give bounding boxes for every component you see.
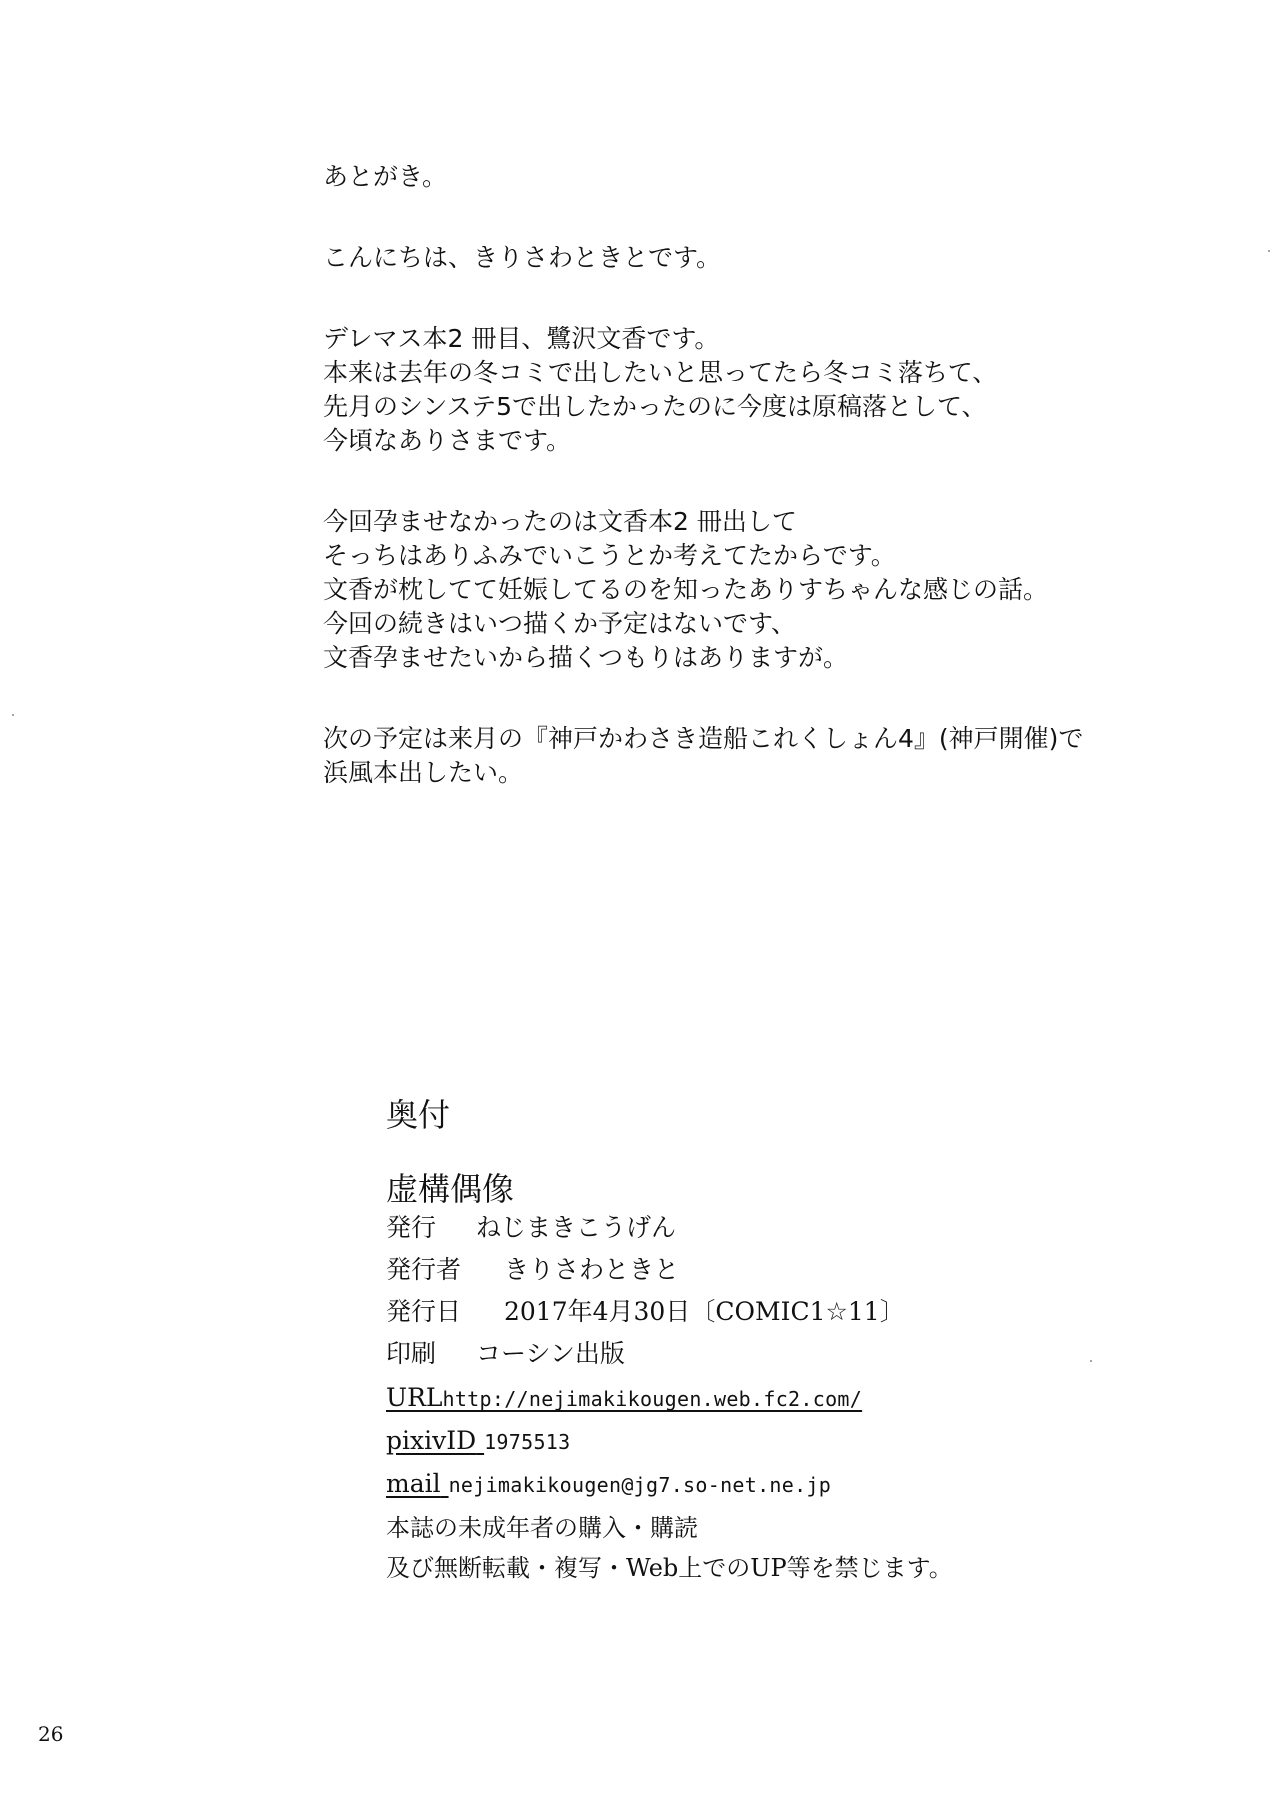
- mail-row: [386, 1467, 1246, 1502]
- notice-line: 本誌の未成年者の購入・購読: [386, 1514, 698, 1542]
- author-value: きりさわときと: [504, 1255, 680, 1284]
- afterword-line: 文香孕ませたいから描くつもりはありますが。: [323, 643, 849, 672]
- author-label: 発行者: [386, 1255, 462, 1284]
- author-row: [386, 1253, 1246, 1287]
- print-value: コーシン出版: [476, 1339, 625, 1368]
- afterword-line: 先月のシンステ5で出したかったのに今度は原稿落として、: [323, 392, 987, 421]
- url-label: URL: [386, 1383, 443, 1412]
- afterword-paragraph-3: [323, 722, 1203, 790]
- scan-speck: [1268, 250, 1270, 252]
- url-row: [386, 1381, 1246, 1416]
- publisher-label: 発行: [386, 1213, 437, 1242]
- afterword-paragraph-2: [323, 505, 1203, 675]
- notice-line: 及び無断転載・複写・Web上でのUP等を禁じます。: [386, 1554, 953, 1582]
- page-number: 26: [38, 1722, 64, 1746]
- pixiv-label: pixivID: [386, 1426, 477, 1455]
- scan-speck: [1090, 1360, 1092, 1362]
- afterword-section: [323, 160, 1203, 790]
- afterword-line: 次の予定は来月の『神戸かわさき造船これくしょん4』(神戸開催)で: [323, 724, 1084, 753]
- afterword-line: デレマス本2 冊目、鷺沢文香です。: [323, 324, 720, 353]
- date-value: 2017年4月30日〔COMIC1☆11〕: [504, 1297, 905, 1326]
- afterword-line: そっちはありふみでいこうとか考えてたからです。: [323, 541, 896, 570]
- pixiv-row: [386, 1424, 1246, 1459]
- url-value: http://nejimakikougen.web.fc2.com/: [442, 1387, 863, 1411]
- date-label: 発行日: [386, 1297, 462, 1326]
- date-row: [386, 1295, 1246, 1329]
- afterword-paragraph-1: [323, 322, 1203, 458]
- afterword-line: 文香が枕してて妊娠してるのを知ったありすちゃんな感じの話。: [323, 575, 1049, 604]
- afterword-line: 今回の続きはいつ描くか予定はないです、: [323, 609, 797, 638]
- colophon-title: 奥付: [386, 1096, 451, 1134]
- afterword-line: 今頃なありさまです。: [323, 426, 572, 455]
- mail-label: mail: [386, 1469, 441, 1498]
- afterword-greeting: こんにちは、きりさわときとです。: [323, 243, 722, 272]
- colophon-section: [386, 1095, 1246, 1588]
- afterword-heading: あとがき。: [323, 162, 448, 191]
- publisher-row: [386, 1211, 1246, 1245]
- afterword-line: 本来は去年の冬コミで出したいと思ってたら冬コミ落ちて、: [323, 358, 998, 387]
- afterword-line: 浜風本出したい。: [323, 758, 524, 787]
- publisher-value: ねじまきこうげん: [476, 1213, 677, 1242]
- scan-speck: [12, 714, 14, 716]
- pixiv-value: 1975513: [484, 1430, 571, 1454]
- print-row: [386, 1337, 1246, 1371]
- afterword-line: 今回孕ませなかったのは文香本2 冊出して: [323, 507, 797, 536]
- print-label: 印刷: [386, 1339, 437, 1368]
- work-title: 虚構偶像: [386, 1170, 515, 1208]
- mail-value: nejimakikougen@jg7.so-net.ne.jp: [448, 1473, 832, 1497]
